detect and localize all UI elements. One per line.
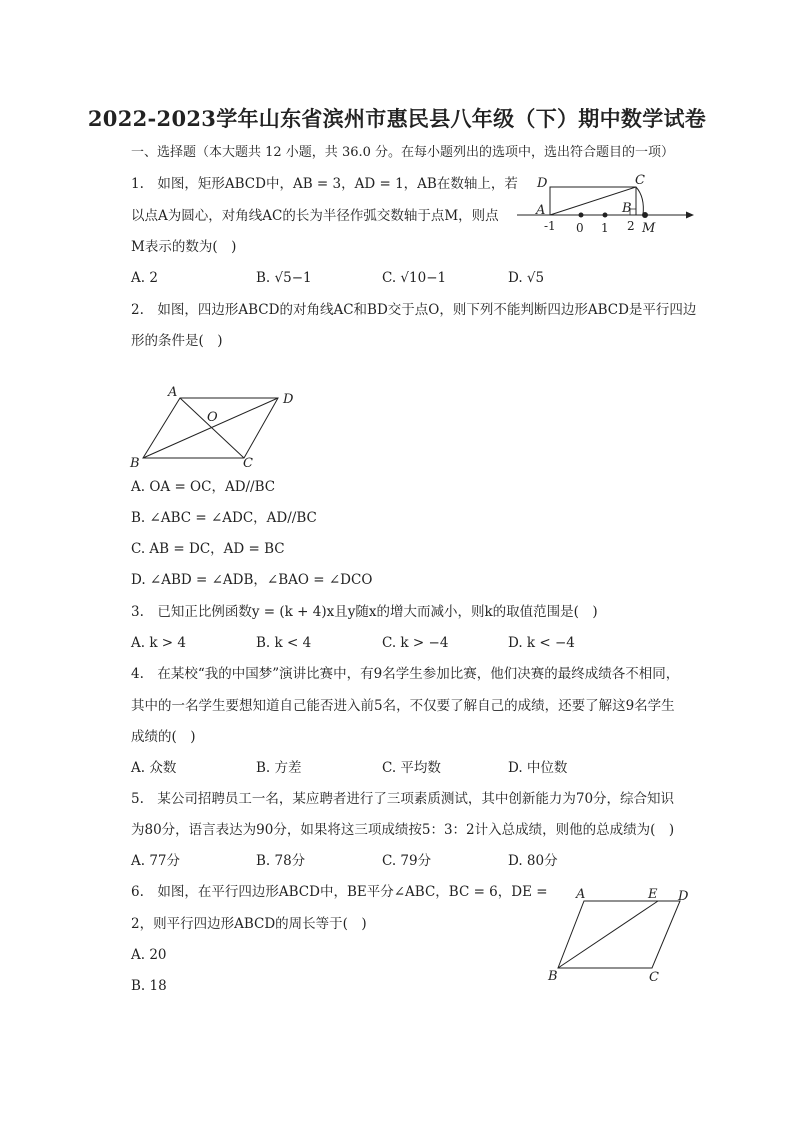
q4-line3: 成绩的( ) xyxy=(131,729,196,745)
q2-option-c: C. AB = DC，AD = BC xyxy=(131,541,285,557)
q1-line1: 1. 如图，矩形ABCD中，AB = 3，AD = 1，AB在数轴上，若 xyxy=(131,176,518,192)
q3-line1: 3. 已知正比例函数y = (k + 4)x且y随x的增大而减小，则k的取值范围是( ) xyxy=(131,604,598,620)
point-0 xyxy=(579,213,584,218)
label-c: C xyxy=(649,970,659,984)
q2-figure-quadrilateral xyxy=(126,383,306,473)
q3-option-c: C. k > −4 xyxy=(382,635,449,651)
q5-option-c: C. 79分 xyxy=(382,853,432,869)
tick-label-neg1: -1 xyxy=(544,219,556,233)
diagonal-bd xyxy=(143,398,278,458)
q5-line2: 为80分，语言表达为90分，如果将这三项成绩按5：3：2计入总成绩，则他的总成绩为( ) xyxy=(131,822,675,838)
q4-option-b: B. 方差 xyxy=(256,760,302,776)
q6-option-b: B. 18 xyxy=(131,978,167,994)
label-a: A xyxy=(168,385,178,400)
segment-be xyxy=(558,901,658,968)
q3-option-a: A. k > 4 xyxy=(131,635,186,651)
q2-option-d: D. ∠ABD = ∠ADB，∠BAO = ∠DCO xyxy=(131,572,373,588)
q4-line2: 其中的一名学生要想知道自己能否进入前5名，不仅要了解自己的成绩，还要了解这9名学生 xyxy=(131,698,675,714)
q2-option-b: B. ∠ABC = ∠ADC，AD//BC xyxy=(131,510,317,526)
label-d: D xyxy=(678,889,689,904)
tick-label-1: 1 xyxy=(601,221,609,235)
arc-cm xyxy=(636,187,643,215)
label-o: O xyxy=(207,410,218,425)
parallelogram-abcd xyxy=(558,901,680,968)
q4-option-a: A. 众数 xyxy=(131,760,177,776)
q2-line1: 2. 如图，四边形ABCD的对角线AC和BD交于点O，则下列不能判断四边形ABCD是平行四边 xyxy=(131,302,697,318)
label-m: M xyxy=(642,221,656,236)
label-d: D xyxy=(283,392,294,407)
q1-line2: 以点A为圆心，对角线AC的长为半径作弧交数轴于点M，则点 xyxy=(131,208,499,224)
label-b: B xyxy=(548,969,558,984)
q3-option-b: B. k < 4 xyxy=(256,635,312,651)
q1-option-a: A. 2 xyxy=(131,270,158,286)
label-c: C xyxy=(635,173,645,188)
diagonal-ac xyxy=(180,398,244,458)
label-c: C xyxy=(243,456,253,471)
q1-option-c: C. √10−1 xyxy=(382,270,447,286)
q5-line1: 5. 某公司招聘员工一名，某应聘者进行了三项素质测试，其中创新能力为70分，综合知识 xyxy=(131,791,675,807)
label-a: A xyxy=(576,887,586,902)
q2-option-a: A. OA = OC，AD//BC xyxy=(131,479,276,495)
point-m xyxy=(642,212,648,218)
tick-label-2: 2 xyxy=(627,219,635,233)
q5-option-d: D. 80分 xyxy=(508,853,558,869)
q1-option-d: D. √5 xyxy=(508,270,545,286)
q5-option-b: B. 78分 xyxy=(256,853,306,869)
q6-line1: 6. 如图，在平行四边形ABCD中，BE平分∠ABC，BC = 6，DE = xyxy=(131,884,548,900)
q4-option-c: C. 平均数 xyxy=(382,760,441,776)
q4-option-d: D. 中位数 xyxy=(508,760,568,776)
q6-option-a: A. 20 xyxy=(131,947,167,963)
tick-label-0: 0 xyxy=(576,221,584,235)
q6-line2: 2，则平行四边形ABCD的周长等于( ) xyxy=(131,916,367,932)
q2-line2: 形的条件是( ) xyxy=(131,333,223,349)
q1-option-b: B. √5−1 xyxy=(256,270,312,286)
q1-figure-numberline xyxy=(512,170,702,238)
section-heading: 一、选择题（本大题共 12 小题，共 36.0 分。在每小题列出的选项中，选出符合题目的一项） xyxy=(131,145,675,160)
page-title: 2022-2023学年山东省滨州市惠民县八年级（下）期中数学试卷 xyxy=(87,106,707,131)
label-a: A xyxy=(536,203,546,218)
q3-option-d: D. k < −4 xyxy=(508,635,575,651)
point-1 xyxy=(603,213,608,218)
q4-line1: 4. 在某校“我的中国梦”演讲比赛中，有9名学生参加比赛，他们决赛的最终成绩各不相同， xyxy=(131,666,680,682)
q1-line3: M表示的数为( ) xyxy=(131,239,237,255)
label-d: D xyxy=(537,176,548,191)
q5-option-a: A. 77分 xyxy=(131,853,181,869)
label-e: E xyxy=(648,887,658,902)
q6-figure-parallelogram xyxy=(542,884,702,984)
arrow-icon xyxy=(686,212,694,219)
label-b: B xyxy=(622,201,632,216)
label-b: B xyxy=(130,456,140,471)
